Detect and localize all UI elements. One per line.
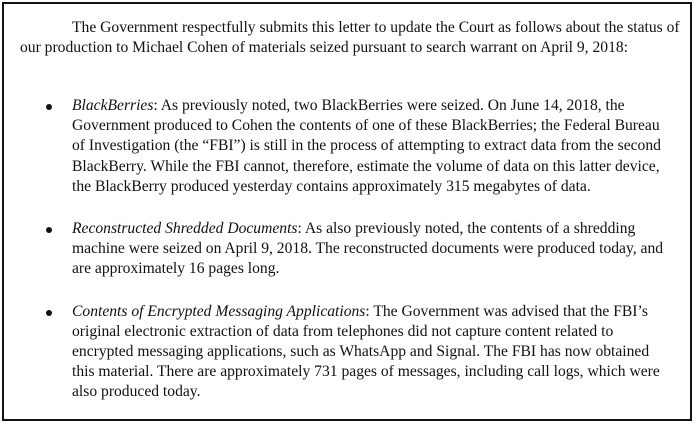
- bullet-icon: [46, 310, 52, 316]
- bullet-body: : The Government was advised that the FBI’s original electronic extraction of data from telephones did not capture content related to encrypted messaging applications, such as WhatsApp and Signal. The FBI has now obtained this material. There are approximately 731 pages of messages, including call logs, which were also produced today.: [72, 302, 660, 401]
- bullet-title: Contents of Encrypted Messaging Applications: [72, 302, 366, 320]
- bullet-title: Reconstructed Shredded Documents: [72, 220, 298, 238]
- bullet-icon: [46, 104, 52, 110]
- bullet-list: [4, 96, 690, 425]
- bullet-item-shredded-documents: [4, 219, 670, 280]
- bullet-item-encrypted-messaging: [4, 302, 670, 403]
- bullet-title: BlackBerries: [72, 97, 154, 114]
- intro-paragraph: The Government respectfully submits this letter to update the Court as follows about the status of our production to Michael Cohen of materials seized pursuant to search warrant on April 9, 2018:: [20, 19, 680, 57]
- bullet-icon: [46, 227, 52, 233]
- document-frame: [2, 2, 692, 421]
- bullet-body: : As also previously noted, the contents of a shredding machine were seized on April 9, 2018. The reconstructed documents were produced today, and are approximately 16 pages long.: [72, 220, 664, 278]
- bullet-item-blackberries: [4, 96, 670, 197]
- bullet-body: : As previously noted, two BlackBerries were seized. On June 14, 2018, the Government produced to Cohen the contents of one of these BlackBerries; the Federal Bureau of Investigation (the “FBI”) is still in the process of attempting to extract data from the second BlackBerry. While the FBI cannot, therefore, estimate the volume of data on this latter device, the BlackBerry produced yesterday contains approximately 315 megabytes of data.: [72, 97, 661, 195]
